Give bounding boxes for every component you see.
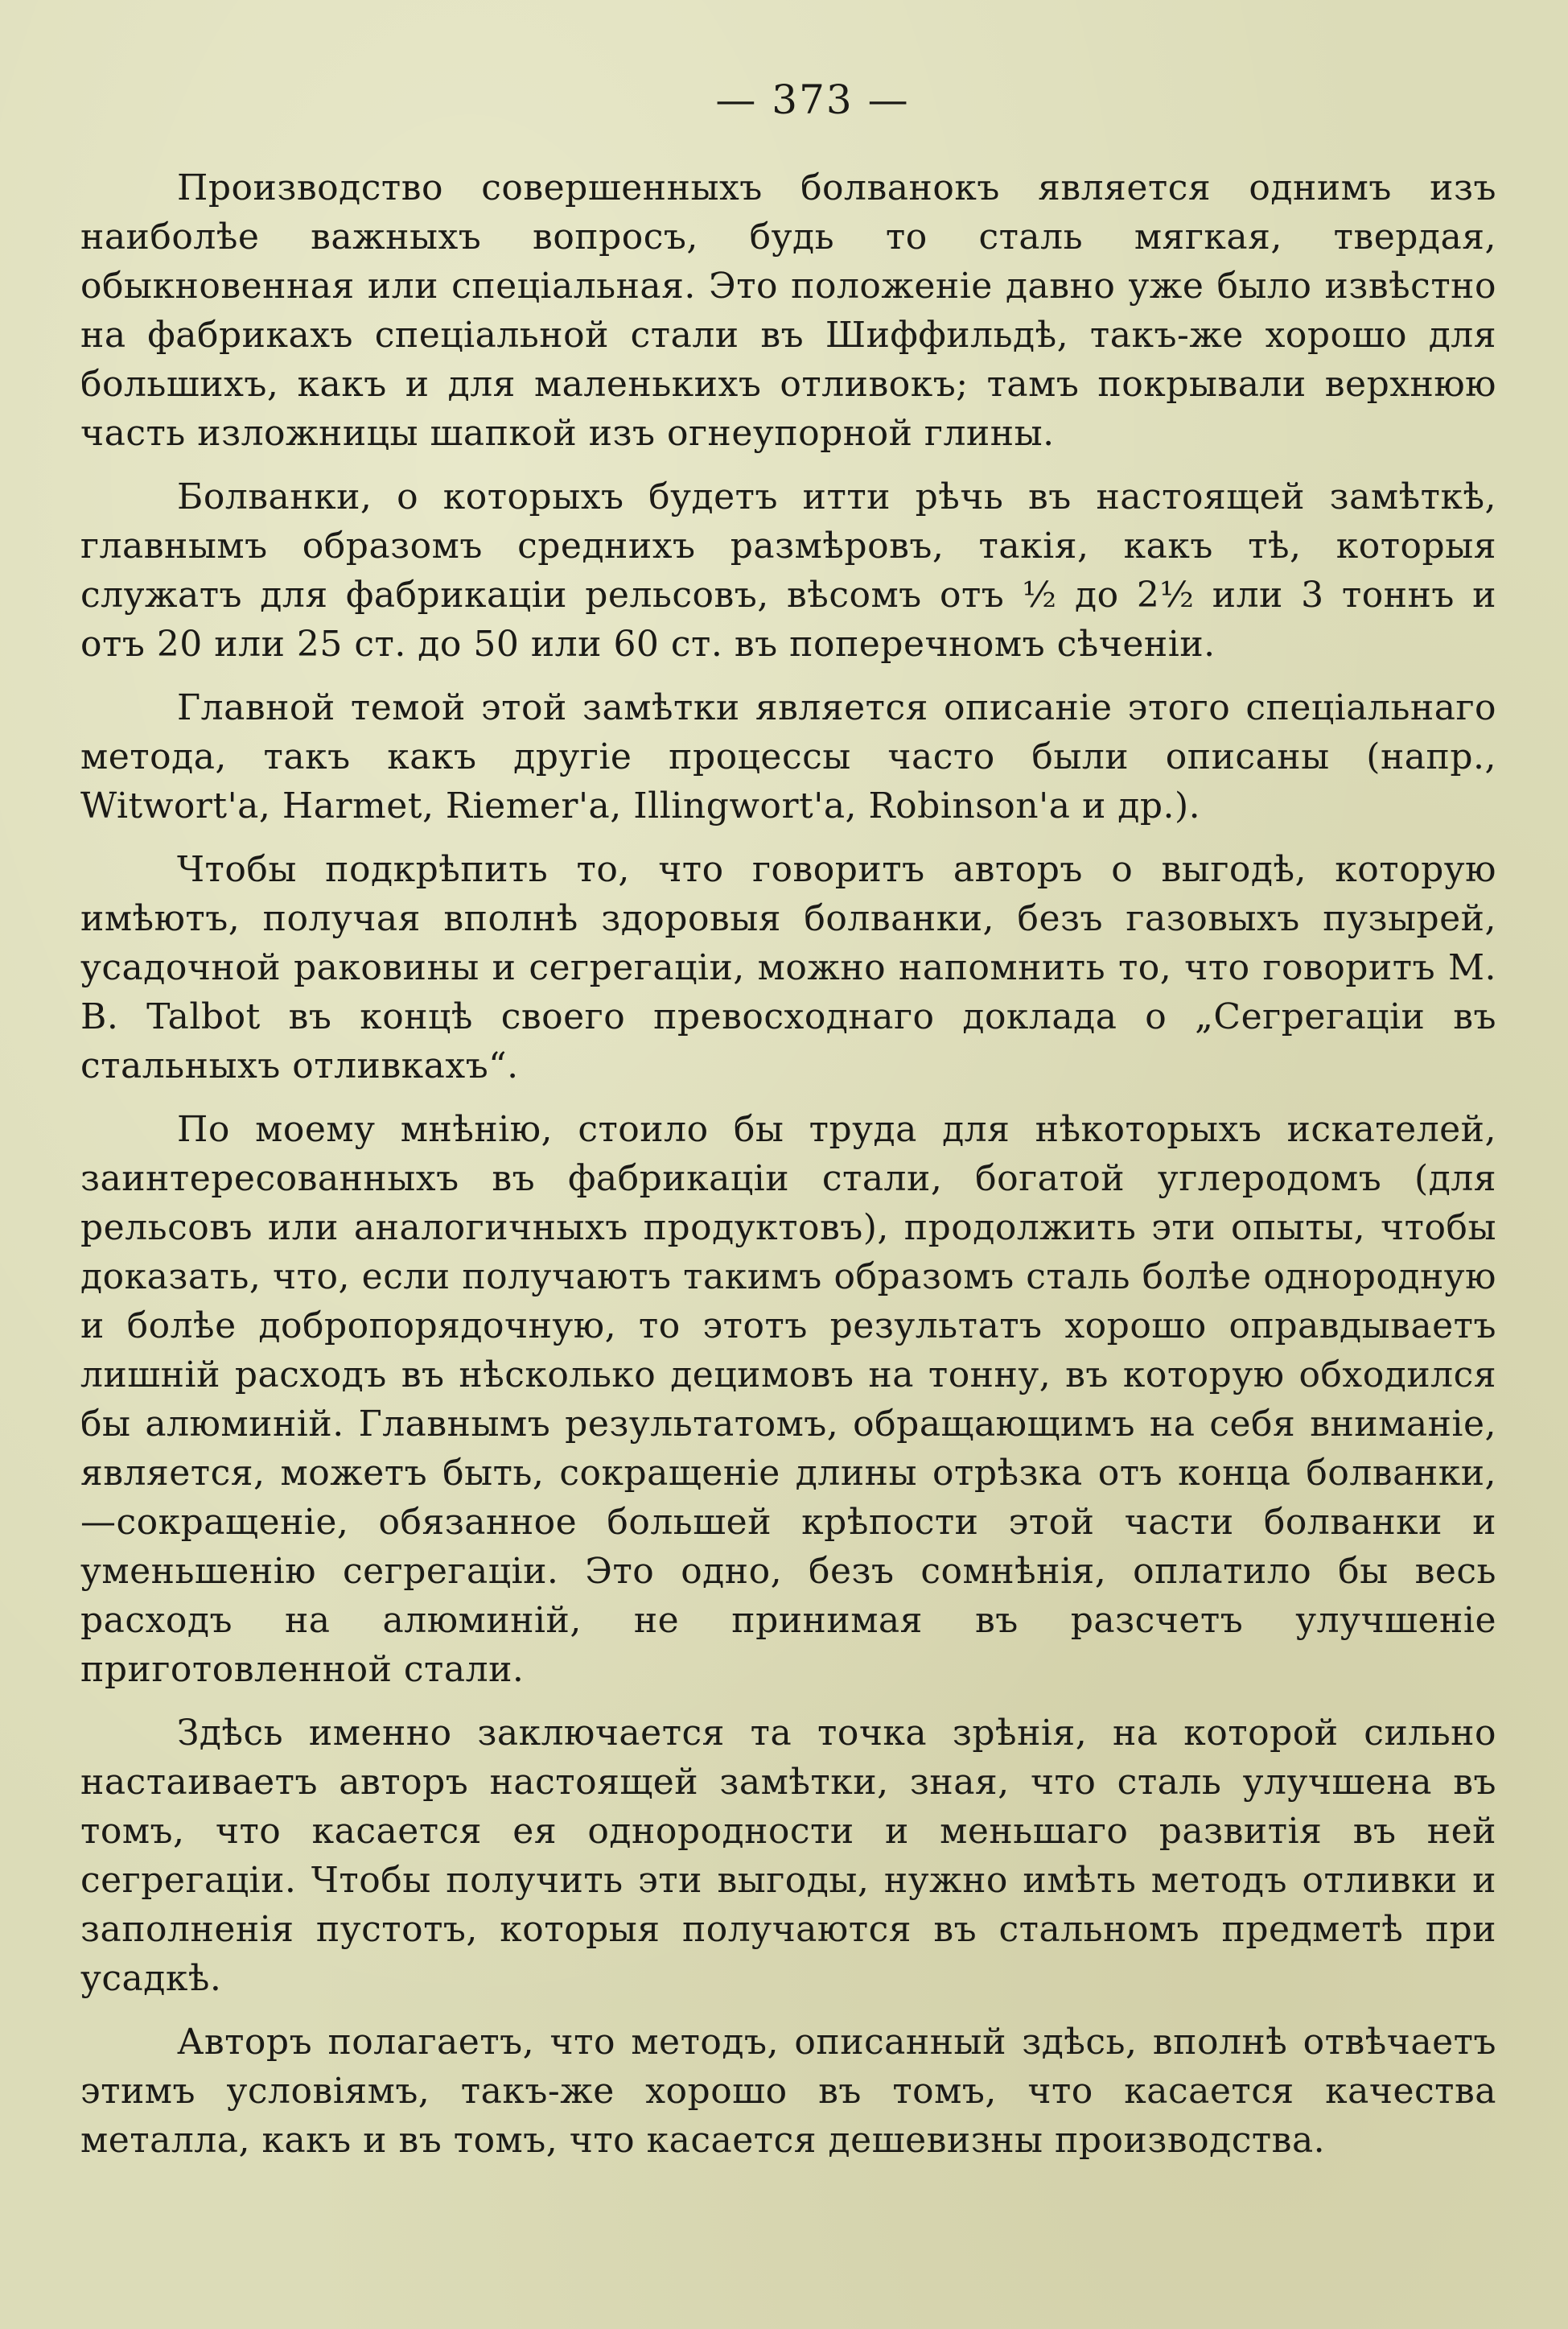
paragraph: Чтобы подкрѣпить то, что говоритъ авторъ о выгодѣ, которую имѣютъ, получая вполнѣ здоровыя болванки, безъ газовыхъ пузырей, усадочной раковины и сегрегаціи, можно напомнить то, что говоритъ M. B. Talbot въ концѣ своего превосходнаго доклада о „Сегрегаціи въ стальныхъ отливкахъ“. [80,849,1496,1086]
paragraph: Здѣсь именно заключается та точка зрѣнія, на которой сильно настаиваетъ авторъ настоящей замѣтки, зная, что сталь улучшена въ томъ, что касается ея однородности и меньшаго развитія въ ней сегрегаціи. Чтобы получить эти выгоды, нужно имѣть методъ отливки и заполненія пустотъ, которыя получаются въ стальномъ предметѣ при усадкѣ. [80,1713,1496,1999]
paragraph: Производство совершенныхъ болванокъ является однимъ изъ наиболѣе важныхъ вопросъ, будь то сталь мягкая, твердая, обыкновенная или спеціальная. Это положеніе давно уже было извѣстно на фабрикахъ спеціальной стали въ Шиффильдѣ, такъ-же хорошо для большихъ, какъ и для маленькихъ отливокъ; тамъ покрывали верхнюю часть изложницы шапкой изъ огнеупорной глины. [80,167,1496,454]
paragraph: Авторъ полагаетъ, что методъ, описанный здѣсь, вполнѣ отвѣчаетъ этимъ условіямъ, такъ-же хорошо въ томъ, что касается качества металла, какъ и въ томъ, что касается дешевизны производства. [80,2022,1496,2161]
document-page [80,76,1496,2179]
paragraph: По моему мнѣнію, стоило бы труда для нѣкоторыхъ искателей, заинтересованныхъ въ фабрикаціи стали, богатой углеродомъ (для рельсовъ или аналогичныхъ продуктовъ), продолжить эти опыты, чтобы доказать, что, если получаютъ такимъ образомъ сталь болѣе однородную и болѣе добропорядочную, то этотъ результатъ хорошо оправдываетъ лишній расходъ въ нѣсколько децимовъ на тонну, въ которую обходился бы алюминій. Главнымъ результатомъ, обращающимъ на себя вниманіе, является, можетъ быть, сокращеніе длины отрѣзка отъ конца болванки,—сокращеніе, обязанное большей крѣпости этой части болванки и уменьшенію сегрегаціи. Это одно, безъ сомнѣнія, оплатило бы весь расходъ на алюминій, не принимая въ разсчетъ улучшеніе приготовленной стали. [80,1109,1496,1690]
paragraph: Главной темой этой замѣтки является описаніе этого спеціальнаго метода, такъ какъ другіе процессы часто были описаны (напр., Witwort'a, Harmet, Riemer'a, Illingwort'a, Robinson'a и др.). [80,687,1496,826]
page-number: — 373 — [715,76,910,123]
paragraph: Болванки, о которыхъ будетъ итти рѣчь въ настоящей замѣткѣ, главнымъ образомъ среднихъ размѣровъ, такія, какъ тѣ, которыя служатъ для фабрикаціи рельсовъ, вѣсомъ отъ ½ до 2½ или 3 тоннъ и отъ 20 или 25 ст. до 50 или 60 ст. въ поперечномъ сѣченіи. [80,476,1496,665]
